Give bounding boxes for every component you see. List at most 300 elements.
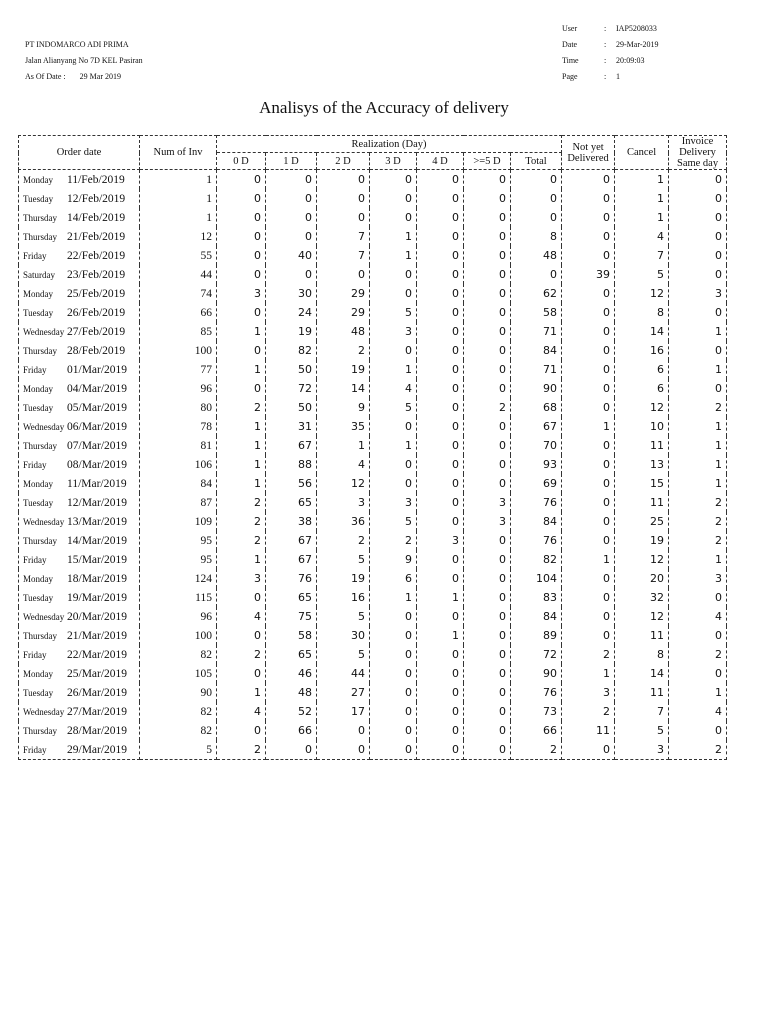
- d1-cell: 19: [266, 322, 317, 341]
- d5-plus-cell: 0: [464, 379, 511, 398]
- d0-cell: 2: [217, 398, 266, 417]
- separator: :: [604, 72, 607, 81]
- invoice-same-day-cell: 0: [669, 265, 727, 284]
- d5-plus-cell: 3: [464, 493, 511, 512]
- d1-cell: 50: [266, 360, 317, 379]
- total-cell: 90: [511, 664, 562, 683]
- col-total: Total: [511, 153, 562, 170]
- meta-date: [562, 37, 659, 53]
- weekday: Thursday: [23, 440, 57, 451]
- d1-cell: 46: [266, 664, 317, 683]
- d2-cell: 27: [317, 683, 370, 702]
- d4-cell: 0: [417, 740, 464, 760]
- d1-cell: 67: [266, 531, 317, 550]
- col-5d-plus: >=5 D: [464, 153, 511, 170]
- d1-cell: 88: [266, 455, 317, 474]
- invoice-same-day-cell: 1: [669, 474, 727, 493]
- weekday: Thursday: [23, 725, 57, 736]
- weekday: Saturday: [23, 269, 55, 280]
- not-yet-delivered-cell: 0: [562, 398, 615, 417]
- d0-cell: 4: [217, 702, 266, 721]
- table-row: [19, 208, 727, 227]
- d2-cell: 30: [317, 626, 370, 645]
- company-address: Jalan Alianyang No 7D KEL Pasiran: [25, 56, 143, 65]
- weekday: Tuesday: [23, 497, 54, 508]
- order-date: 11/Mar/2019: [67, 477, 127, 490]
- order-date: 20/Mar/2019: [67, 610, 128, 623]
- d4-cell: 0: [417, 303, 464, 322]
- cancel-cell: 11: [615, 436, 669, 455]
- d2-cell: 5: [317, 645, 370, 664]
- table-row: [19, 626, 727, 645]
- d5-plus-cell: 0: [464, 721, 511, 740]
- page-label: Page: [562, 72, 578, 81]
- invoice-same-day-cell: 4: [669, 607, 727, 626]
- d5-plus-cell: 0: [464, 170, 511, 190]
- d5-plus-cell: 0: [464, 322, 511, 341]
- invoice-same-day-cell: 0: [669, 626, 727, 645]
- d3-cell: 1: [370, 246, 417, 265]
- order-date: 27/Mar/2019: [67, 705, 128, 718]
- table-row: [19, 322, 727, 341]
- d5-plus-cell: 0: [464, 607, 511, 626]
- d4-cell: 0: [417, 417, 464, 436]
- order-date: 14/Feb/2019: [67, 211, 126, 224]
- col-invoice-line1: Invoice: [681, 136, 714, 147]
- order-date-cell: [19, 379, 140, 398]
- d2-cell: 0: [317, 740, 370, 760]
- order-date-cell: [19, 360, 140, 379]
- d3-cell: 0: [370, 284, 417, 303]
- d5-plus-cell: 0: [464, 645, 511, 664]
- order-date-cell: [19, 189, 140, 208]
- page-value: 1: [616, 72, 620, 81]
- col-num-inv: Num of Inv: [140, 136, 217, 170]
- cancel-cell: 14: [615, 322, 669, 341]
- d0-cell: 0: [217, 227, 266, 246]
- cancel-cell: 25: [615, 512, 669, 531]
- order-date-cell: [19, 303, 140, 322]
- table-row: [19, 531, 727, 550]
- total-cell: 71: [511, 322, 562, 341]
- weekday: Monday: [23, 478, 53, 489]
- d3-cell: 1: [370, 227, 417, 246]
- not-yet-delivered-cell: 0: [562, 626, 615, 645]
- total-cell: 93: [511, 455, 562, 474]
- d2-cell: 48: [317, 322, 370, 341]
- d0-cell: 0: [217, 379, 266, 398]
- order-date-cell: [19, 474, 140, 493]
- order-date: 06/Mar/2019: [67, 420, 128, 433]
- total-cell: 66: [511, 721, 562, 740]
- table-row: [19, 265, 727, 284]
- d1-cell: 0: [266, 265, 317, 284]
- as-of-label: As Of Date :: [25, 72, 66, 81]
- d5-plus-cell: 0: [464, 436, 511, 455]
- total-cell: 76: [511, 493, 562, 512]
- d3-cell: 3: [370, 493, 417, 512]
- total-cell: 69: [511, 474, 562, 493]
- table-row: [19, 493, 727, 512]
- table-row: [19, 683, 727, 702]
- order-date: 01/Mar/2019: [67, 363, 128, 376]
- d3-cell: 5: [370, 512, 417, 531]
- invoice-same-day-cell: 2: [669, 740, 727, 760]
- d3-cell: 5: [370, 303, 417, 322]
- d0-cell: 1: [217, 683, 266, 702]
- d2-cell: 12: [317, 474, 370, 493]
- num-inv-cell: 84: [140, 474, 217, 493]
- order-date: 08/Mar/2019: [67, 458, 128, 471]
- col-1d: 1 D: [266, 153, 317, 170]
- d0-cell: 0: [217, 208, 266, 227]
- table-row: [19, 341, 727, 360]
- order-date-cell: [19, 550, 140, 569]
- d5-plus-cell: 3: [464, 512, 511, 531]
- d4-cell: 0: [417, 360, 464, 379]
- d0-cell: 2: [217, 645, 266, 664]
- d1-cell: 52: [266, 702, 317, 721]
- cancel-cell: 5: [615, 265, 669, 284]
- col-3d: 3 D: [370, 153, 417, 170]
- d4-cell: 0: [417, 189, 464, 208]
- d5-plus-cell: 0: [464, 417, 511, 436]
- d3-cell: 0: [370, 170, 417, 190]
- table-row: [19, 569, 727, 588]
- table-row: [19, 398, 727, 417]
- not-yet-delivered-cell: 0: [562, 208, 615, 227]
- d1-cell: 66: [266, 721, 317, 740]
- num-inv-cell: 44: [140, 265, 217, 284]
- weekday: Wednesday: [23, 421, 65, 432]
- date-label: Date: [562, 40, 578, 49]
- d1-cell: 76: [266, 569, 317, 588]
- d1-cell: 50: [266, 398, 317, 417]
- d1-cell: 38: [266, 512, 317, 531]
- d4-cell: 3: [417, 531, 464, 550]
- separator: :: [604, 24, 607, 33]
- weekday: Wednesday: [23, 516, 65, 527]
- table-row: [19, 436, 727, 455]
- d4-cell: 0: [417, 683, 464, 702]
- d3-cell: 0: [370, 417, 417, 436]
- num-inv-cell: 124: [140, 569, 217, 588]
- d2-cell: 16: [317, 588, 370, 607]
- total-cell: 71: [511, 360, 562, 379]
- total-cell: 90: [511, 379, 562, 398]
- d0-cell: 0: [217, 189, 266, 208]
- d0-cell: 3: [217, 284, 266, 303]
- weekday: Wednesday: [23, 611, 65, 622]
- not-yet-delivered-cell: 0: [562, 341, 615, 360]
- company-name: PT INDOMARCO ADI PRIMA: [25, 40, 129, 49]
- d1-cell: 31: [266, 417, 317, 436]
- not-yet-delivered-cell: 0: [562, 740, 615, 760]
- d4-cell: 0: [417, 664, 464, 683]
- company-header: [25, 37, 143, 85]
- d5-plus-cell: 0: [464, 303, 511, 322]
- weekday: Monday: [23, 573, 53, 584]
- d4-cell: 0: [417, 322, 464, 341]
- d5-plus-cell: 0: [464, 531, 511, 550]
- not-yet-delivered-cell: 0: [562, 246, 615, 265]
- d0-cell: 2: [217, 512, 266, 531]
- d5-plus-cell: 0: [464, 208, 511, 227]
- d5-plus-cell: 0: [464, 227, 511, 246]
- invoice-same-day-cell: 1: [669, 417, 727, 436]
- total-cell: 76: [511, 683, 562, 702]
- d3-cell: 1: [370, 588, 417, 607]
- cancel-cell: 20: [615, 569, 669, 588]
- d4-cell: 0: [417, 702, 464, 721]
- d1-cell: 0: [266, 740, 317, 760]
- d2-cell: 0: [317, 208, 370, 227]
- order-date-cell: [19, 246, 140, 265]
- num-inv-cell: 82: [140, 702, 217, 721]
- d2-cell: 17: [317, 702, 370, 721]
- table-row: [19, 246, 727, 265]
- weekday: Tuesday: [23, 687, 54, 698]
- d3-cell: 0: [370, 265, 417, 284]
- num-inv-cell: 95: [140, 550, 217, 569]
- user-label: User: [562, 24, 578, 33]
- num-inv-cell: 1: [140, 170, 217, 190]
- total-cell: 0: [511, 265, 562, 284]
- order-date-cell: [19, 455, 140, 474]
- weekday: Monday: [23, 174, 53, 185]
- d0-cell: 1: [217, 322, 266, 341]
- d0-cell: 1: [217, 436, 266, 455]
- cancel-cell: 4: [615, 227, 669, 246]
- invoice-same-day-cell: 3: [669, 569, 727, 588]
- num-inv-cell: 96: [140, 607, 217, 626]
- order-date: 07/Mar/2019: [67, 439, 128, 452]
- not-yet-delivered-cell: 0: [562, 227, 615, 246]
- d5-plus-cell: 0: [464, 360, 511, 379]
- total-cell: 72: [511, 645, 562, 664]
- cancel-cell: 8: [615, 645, 669, 664]
- d0-cell: 0: [217, 265, 266, 284]
- col-invoice-line3: Same day: [676, 158, 719, 169]
- d5-plus-cell: 0: [464, 265, 511, 284]
- invoice-same-day-cell: 0: [669, 588, 727, 607]
- weekday: Tuesday: [23, 592, 54, 603]
- num-inv-cell: 100: [140, 626, 217, 645]
- cancel-cell: 6: [615, 379, 669, 398]
- order-date: 18/Mar/2019: [67, 572, 128, 585]
- table-row: [19, 588, 727, 607]
- not-yet-delivered-cell: 0: [562, 455, 615, 474]
- weekday: Friday: [23, 744, 47, 755]
- order-date: 28/Feb/2019: [67, 344, 126, 357]
- not-yet-delivered-cell: 39: [562, 265, 615, 284]
- total-cell: 104: [511, 569, 562, 588]
- table-row: [19, 645, 727, 664]
- as-of-value: 29 Mar 2019: [79, 72, 121, 81]
- d0-cell: 0: [217, 170, 266, 190]
- col-invoice-same-day: [669, 136, 727, 170]
- d1-cell: 75: [266, 607, 317, 626]
- d5-plus-cell: 0: [464, 474, 511, 493]
- table-row: [19, 417, 727, 436]
- order-date: 21/Mar/2019: [67, 629, 128, 642]
- d5-plus-cell: 2: [464, 398, 511, 417]
- num-inv-cell: 82: [140, 645, 217, 664]
- d2-cell: 0: [317, 721, 370, 740]
- d4-cell: 0: [417, 512, 464, 531]
- d2-cell: 0: [317, 265, 370, 284]
- weekday: Friday: [23, 459, 47, 470]
- not-yet-delivered-cell: 0: [562, 607, 615, 626]
- invoice-same-day-cell: 0: [669, 246, 727, 265]
- d3-cell: 0: [370, 664, 417, 683]
- table-row: [19, 189, 727, 208]
- not-yet-delivered-cell: 0: [562, 379, 615, 398]
- table-row: [19, 379, 727, 398]
- d4-cell: 0: [417, 607, 464, 626]
- order-date: 29/Mar/2019: [67, 743, 128, 756]
- table-row: [19, 227, 727, 246]
- d2-cell: 36: [317, 512, 370, 531]
- report-title: Analisys of the Accuracy of delivery: [259, 98, 509, 117]
- d1-cell: 82: [266, 341, 317, 360]
- d1-cell: 65: [266, 588, 317, 607]
- meta-page: [562, 69, 659, 85]
- num-inv-cell: 100: [140, 341, 217, 360]
- d5-plus-cell: 0: [464, 664, 511, 683]
- d3-cell: 0: [370, 455, 417, 474]
- order-date: 28/Mar/2019: [67, 724, 128, 737]
- d3-cell: 9: [370, 550, 417, 569]
- date-value: 29-Mar-2019: [616, 40, 659, 49]
- d5-plus-cell: 0: [464, 550, 511, 569]
- d3-cell: 0: [370, 740, 417, 760]
- d0-cell: 2: [217, 493, 266, 512]
- not-yet-delivered-cell: 0: [562, 322, 615, 341]
- weekday: Tuesday: [23, 307, 54, 318]
- d0-cell: 1: [217, 550, 266, 569]
- weekday: Friday: [23, 649, 47, 660]
- not-yet-delivered-cell: 0: [562, 531, 615, 550]
- d2-cell: 5: [317, 607, 370, 626]
- table-row: [19, 607, 727, 626]
- not-yet-delivered-cell: 2: [562, 645, 615, 664]
- d1-cell: 56: [266, 474, 317, 493]
- table-row: [19, 702, 727, 721]
- cancel-cell: 11: [615, 493, 669, 512]
- num-inv-cell: 95: [140, 531, 217, 550]
- d2-cell: 2: [317, 531, 370, 550]
- order-date-cell: [19, 436, 140, 455]
- d1-cell: 0: [266, 227, 317, 246]
- d1-cell: 48: [266, 683, 317, 702]
- order-date: 26/Feb/2019: [67, 306, 126, 319]
- d3-cell: 1: [370, 436, 417, 455]
- invoice-same-day-cell: 2: [669, 493, 727, 512]
- total-cell: 73: [511, 702, 562, 721]
- cancel-cell: 12: [615, 607, 669, 626]
- total-cell: 89: [511, 626, 562, 645]
- d1-cell: 0: [266, 208, 317, 227]
- num-inv-cell: 85: [140, 322, 217, 341]
- order-date: 05/Mar/2019: [67, 401, 128, 414]
- d2-cell: 7: [317, 227, 370, 246]
- order-date-cell: [19, 664, 140, 683]
- cancel-cell: 3: [615, 740, 669, 760]
- weekday: Friday: [23, 250, 47, 261]
- d5-plus-cell: 0: [464, 740, 511, 760]
- table-row: [19, 360, 727, 379]
- order-date-cell: [19, 683, 140, 702]
- d2-cell: 4: [317, 455, 370, 474]
- cancel-cell: 16: [615, 341, 669, 360]
- cancel-cell: 12: [615, 550, 669, 569]
- cancel-cell: 14: [615, 664, 669, 683]
- not-yet-delivered-cell: 0: [562, 303, 615, 322]
- invoice-same-day-cell: 2: [669, 398, 727, 417]
- weekday: Thursday: [23, 345, 57, 356]
- order-date-cell: [19, 588, 140, 607]
- num-inv-cell: 87: [140, 493, 217, 512]
- not-yet-delivered-cell: 0: [562, 170, 615, 190]
- order-date: 13/Mar/2019: [67, 515, 128, 528]
- d0-cell: 1: [217, 360, 266, 379]
- order-date: 04/Mar/2019: [67, 382, 128, 395]
- col-cancel: Cancel: [615, 136, 669, 170]
- d2-cell: 3: [317, 493, 370, 512]
- weekday: Monday: [23, 383, 53, 394]
- d0-cell: 0: [217, 303, 266, 322]
- order-date: 21/Feb/2019: [67, 230, 126, 243]
- order-date-cell: [19, 493, 140, 512]
- num-inv-cell: 106: [140, 455, 217, 474]
- cancel-cell: 11: [615, 683, 669, 702]
- order-date: 11/Feb/2019: [67, 173, 125, 186]
- cancel-cell: 7: [615, 246, 669, 265]
- order-date-cell: [19, 531, 140, 550]
- d4-cell: 0: [417, 227, 464, 246]
- cancel-cell: 12: [615, 284, 669, 303]
- weekday: Thursday: [23, 535, 57, 546]
- total-cell: 48: [511, 246, 562, 265]
- d1-cell: 24: [266, 303, 317, 322]
- num-inv-cell: 55: [140, 246, 217, 265]
- d1-cell: 72: [266, 379, 317, 398]
- meta-time: [562, 53, 659, 69]
- num-inv-cell: 81: [140, 436, 217, 455]
- total-cell: 58: [511, 303, 562, 322]
- d4-cell: 0: [417, 436, 464, 455]
- invoice-same-day-cell: 0: [669, 379, 727, 398]
- d3-cell: 0: [370, 189, 417, 208]
- order-date: 23/Feb/2019: [67, 268, 126, 281]
- time-label: Time: [562, 56, 579, 65]
- d0-cell: 2: [217, 740, 266, 760]
- d0-cell: 4: [217, 607, 266, 626]
- total-cell: 84: [511, 607, 562, 626]
- num-inv-cell: 105: [140, 664, 217, 683]
- num-inv-cell: 66: [140, 303, 217, 322]
- d3-cell: 0: [370, 607, 417, 626]
- order-date-cell: [19, 645, 140, 664]
- d0-cell: 0: [217, 588, 266, 607]
- d4-cell: 0: [417, 455, 464, 474]
- total-cell: 0: [511, 170, 562, 190]
- total-cell: 0: [511, 189, 562, 208]
- not-yet-delivered-cell: 2: [562, 702, 615, 721]
- order-date: 14/Mar/2019: [67, 534, 128, 547]
- invoice-same-day-cell: 3: [669, 284, 727, 303]
